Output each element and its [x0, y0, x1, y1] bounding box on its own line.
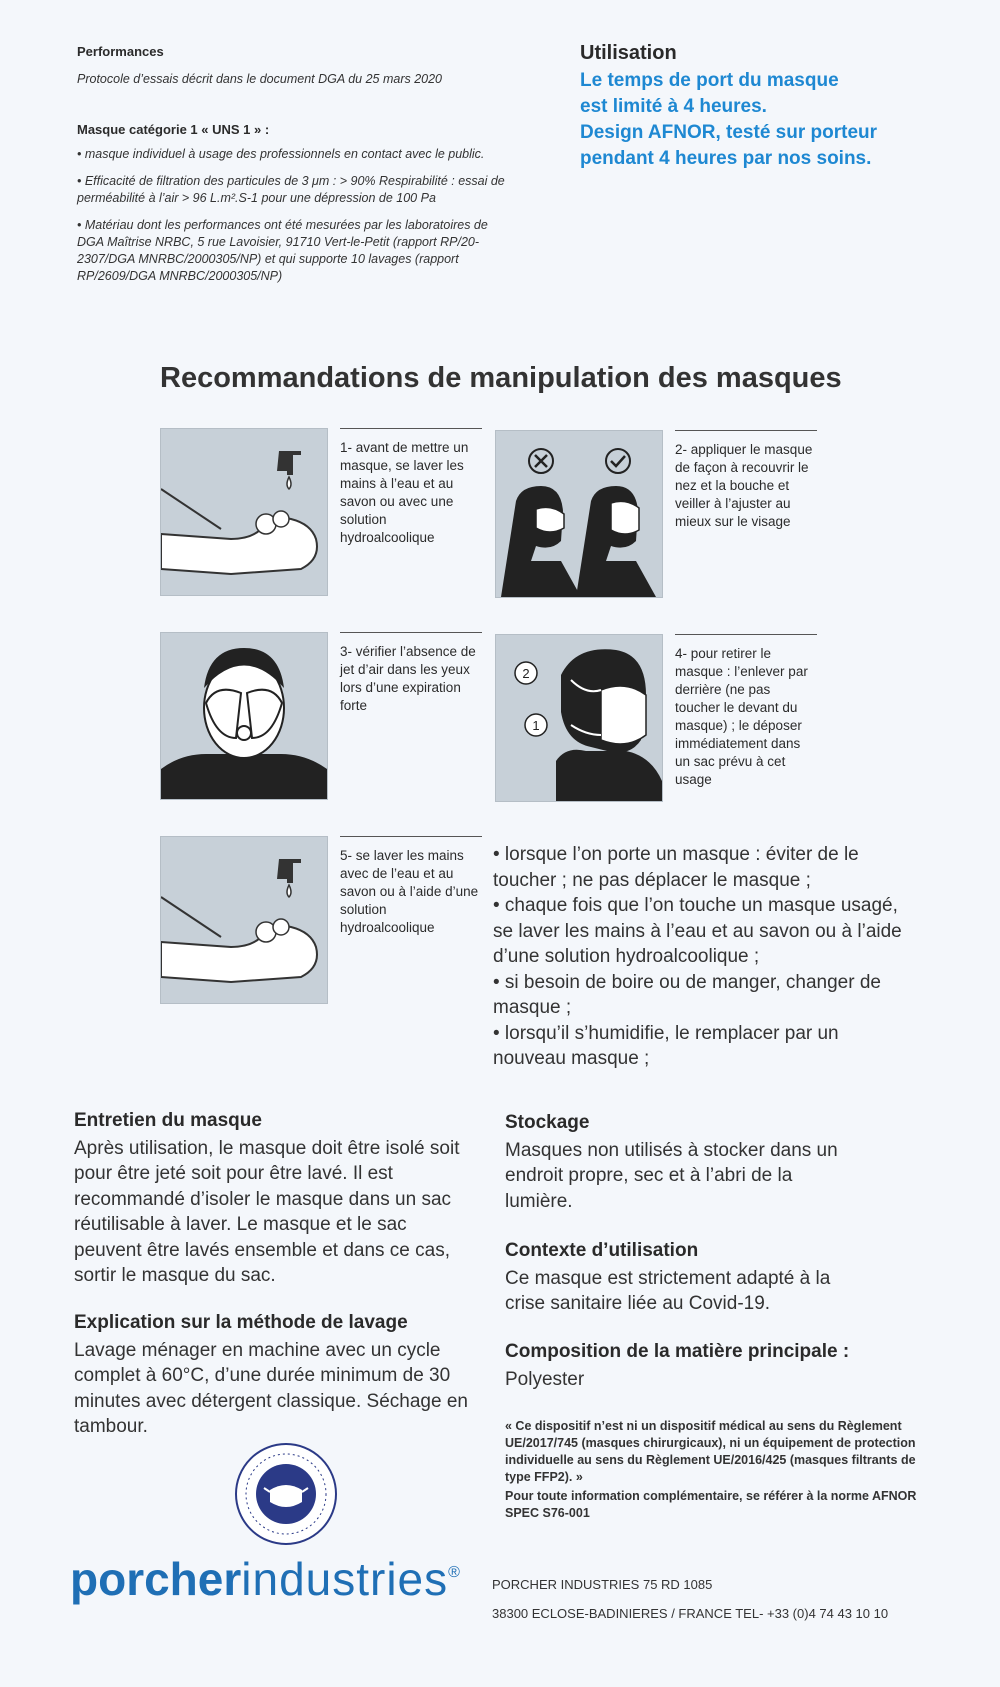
icon-marker-2: 2 [522, 666, 530, 681]
composition-title: Composition de la matière principale : [505, 1341, 850, 1362]
check-airflow-illustration [160, 632, 328, 800]
composition-section [505, 1339, 925, 1392]
performances-title: Performances [77, 44, 164, 59]
wash-hands-illustration [160, 428, 328, 596]
perf-bullet: • Matériau dont les performances ont été mesurées par les laboratoires de DGA Maîtrise NRBC, 5 rue Lavoisier, 91710 Vert-le-Petit (rapport RP/20-2307/DGA MNRBC/2000305/NP) et qui supporte 10 lavages (rapport RP/2609/DGA MNRBC/2000305/NP) [77, 218, 488, 283]
stockage-title: Stockage [505, 1112, 590, 1133]
logo-porcher: porcher [70, 1553, 242, 1605]
lavage-section [74, 1310, 479, 1440]
performances-protocol: Protocole d’essais décrit dans le document DGA du 25 mars 2020 [77, 72, 443, 86]
step-1-text: 1- avant de mettre un masque, se laver les mains à l’eau et au savon ou avec une solution hydroalcoolique [340, 428, 482, 547]
advice-bullet: • lorsque l’on porte un masque : éviter de le toucher ; ne pas déplacer le masque ; [493, 844, 859, 891]
step-2-text: 2- appliquer le masque de façon à recouvrir le nez et la bouche et veiller à l’ajuster au mieux sur le visage [675, 430, 817, 531]
advice-bullet: • si besoin de boire ou de manger, changer de masque ; [493, 971, 881, 1018]
disclaimer [505, 1418, 925, 1522]
filtration-badge [232, 1440, 340, 1548]
recommendations-title: Recommandations de manipulation des masques [160, 362, 842, 394]
utilisation-title: Utilisation [580, 42, 677, 64]
utilisation-line: Design AFNOR, testé sur porteur [580, 122, 878, 143]
category-title: Masque catégorie 1 « UNS 1 » : [77, 122, 270, 137]
contexte-section [505, 1238, 845, 1317]
logo-registered: ® [448, 1564, 460, 1581]
advice-list [493, 842, 913, 1072]
disclaimer-info: Pour toute information complémentaire, se référer à la norme AFNOR SPEC S76-001 [505, 1489, 917, 1520]
perf-bullet: • masque individuel à usage des professionnels en contact avec le public. [77, 147, 485, 161]
performances-list [77, 146, 507, 295]
entretien-title: Entretien du masque [74, 1110, 262, 1131]
logo-industries: industries [241, 1553, 449, 1605]
lavage-body: Lavage ménager en machine avec un cycle complet à 60°C, d’une durée minimum de 30 minutes avec détergent classique. Séchage en tambour. [74, 1339, 468, 1437]
utilisation-line: pendant 4 heures par nos soins. [580, 148, 872, 169]
address-line-2: 38300 ECLOSE-BADINIERES / FRANCE TEL- +33 (0)4 74 43 10 10 [492, 1606, 889, 1621]
composition-body: Polyester [505, 1368, 585, 1390]
entretien-body: Après utilisation, le masque doit être isolé soit pour être jeté soit pour être lavé. Il est recommandé d’isoler le masque dans un sac réutilisable à laver. Le masque et le sac peuvent être lavés ensemble et dans ce cas, sortir le masque du sac. [74, 1137, 460, 1286]
perf-bullet: • Efficacité de filtration des particules de 3 μm : > 90% Respirabilité : essai de perméabilité à l’air > 96 L.m².S-1 pour une dépression de 100 Pa [77, 174, 505, 205]
address-line-1: PORCHER INDUSTRIES 75 RD 1085 [492, 1577, 713, 1592]
utilisation-line: est limité à 4 heures. [580, 96, 767, 117]
step-5-text: 5- se laver les mains avec de l’eau et au savon ou à l’aide d’une solution hydroalcoolique [340, 836, 482, 937]
porcher-logo [70, 1552, 460, 1606]
entretien-section [74, 1108, 469, 1289]
advice-bullet: • chaque fois que l’on touche un masque usagé, se laver les mains à l’eau et au savon ou à l’aide d’une solution hydroalcoolique ; [493, 895, 902, 967]
company-address [492, 1570, 888, 1628]
step-4-text: 4- pour retirer le masque : l’enlever par derrière (ne pas toucher le devant du masque) ; le déposer immédiatement dans un sac prévu à cet usage [675, 634, 817, 789]
advice-bullet: • lorsqu’il s’humidifie, le remplacer par un nouveau masque ; [493, 1022, 839, 1069]
apply-mask-illustration [495, 430, 663, 598]
utilisation-text [580, 68, 920, 172]
step-3-text: 3- vérifier l’absence de jet d’air dans les yeux lors d’une expiration forte [340, 632, 482, 715]
disclaimer-quote: « Ce dispositif n’est ni un dispositif médical au sens du Règlement UE/2017/745 (masques chirurgicaux), ni un équipement de protection individuelle au sens du Règlement UE/2016/425 (masques filtrants de type FFP2). » [505, 1419, 916, 1484]
lavage-title: Explication sur la méthode de lavage [74, 1312, 408, 1333]
stockage-body: Masques non utilisés à stocker dans un endroit propre, sec et à l’abri de la lumière. [505, 1139, 838, 1212]
wash-hands-illustration-2 [160, 836, 328, 1004]
contexte-body: Ce masque est strictement adapté à la crise sanitaire liée au Covid-19. [505, 1267, 831, 1314]
icon-marker-1: 1 [532, 718, 540, 733]
remove-mask-illustration [495, 634, 663, 802]
contexte-title: Contexte d’utilisation [505, 1240, 699, 1261]
utilisation-line: Le temps de port du masque [580, 70, 839, 91]
stockage-section [505, 1110, 865, 1214]
